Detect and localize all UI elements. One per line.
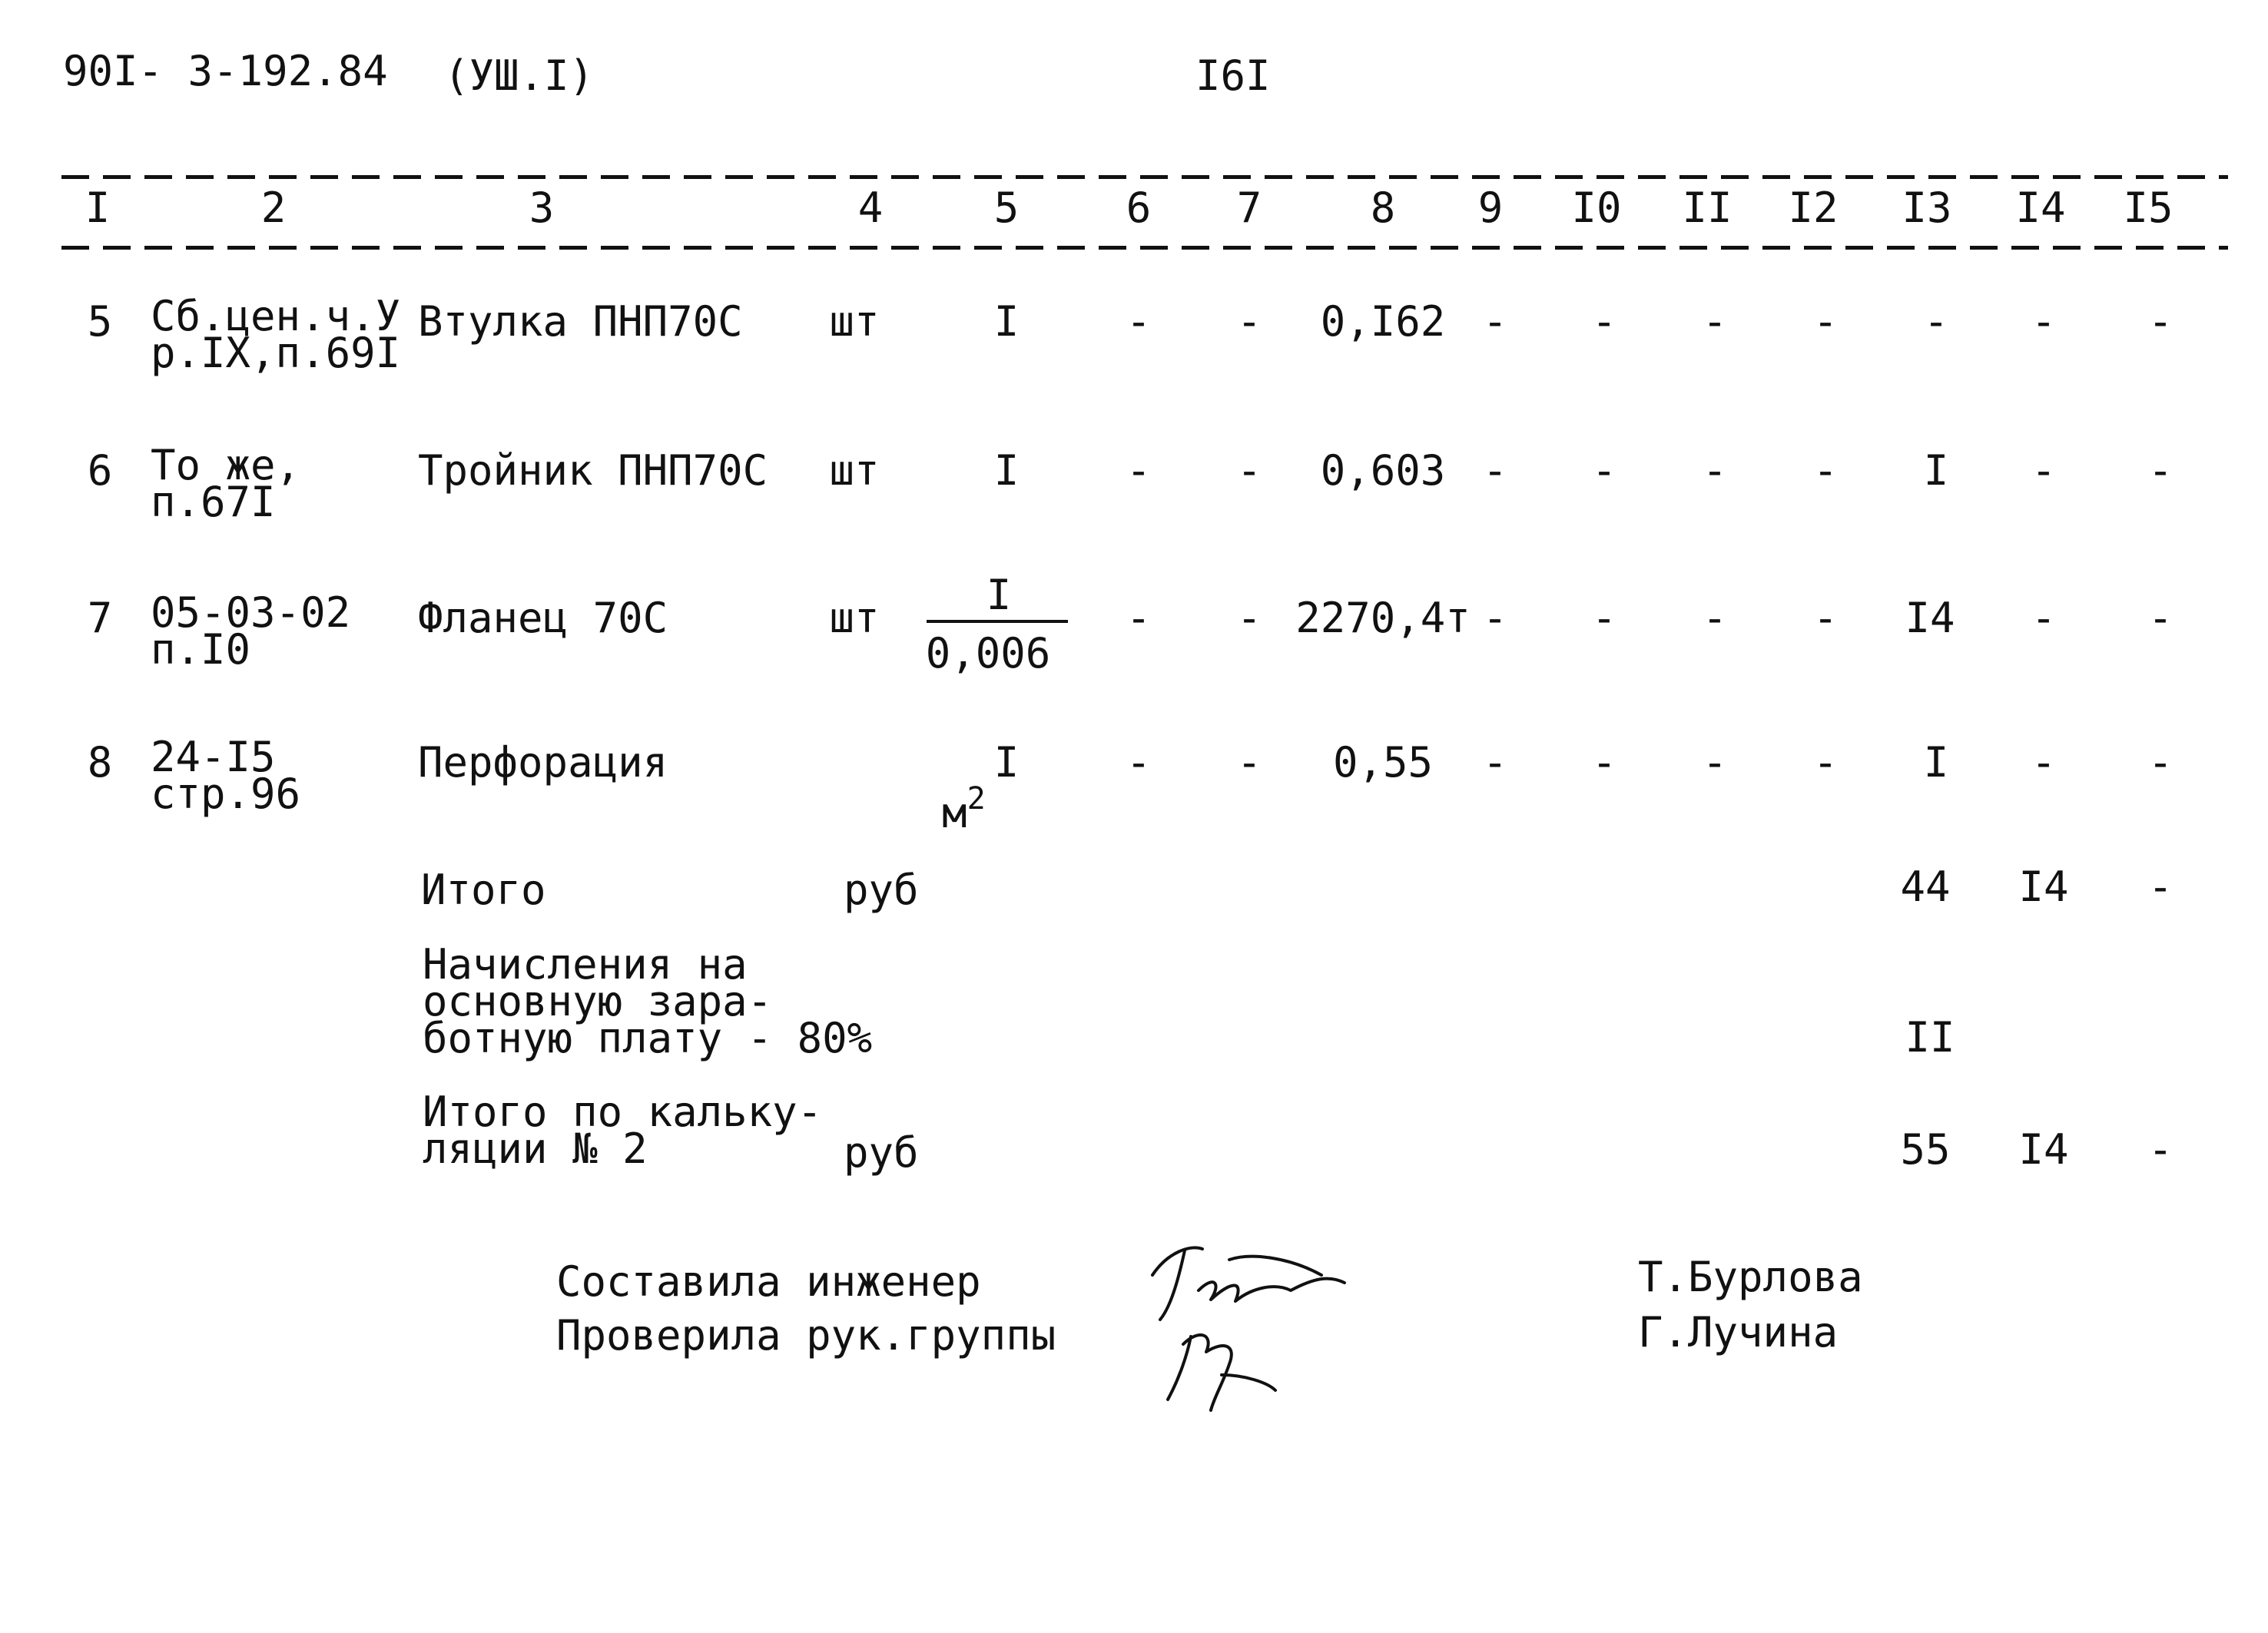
checked-by-label: Проверила рук.группы [556, 1311, 1056, 1360]
column-header: 3 [529, 184, 555, 232]
norm-reference: 24-I5 стр.96 [151, 733, 301, 818]
cell-c6: - [1126, 594, 1152, 642]
cell-c8: 0,55 [1332, 738, 1434, 787]
cell-c10: - [1591, 446, 1617, 495]
norm-reference: То же, п.67I [151, 441, 301, 526]
item-name: Перфорация [418, 738, 668, 787]
unit-base: м [942, 789, 967, 837]
column-header: II [1682, 184, 1732, 232]
unit [842, 742, 986, 876]
column-header: I3 [1902, 184, 1952, 232]
item-name: Фланец 70С [418, 594, 668, 642]
page-number: I6I [1195, 51, 1271, 100]
column-header: I0 [1571, 184, 1622, 232]
document-code: 90I- 3-192.84 [63, 47, 388, 95]
cell-c11: - [1702, 738, 1728, 787]
charges-label: Начисления на основную зара- ботную плату - 80% [423, 940, 873, 1062]
row-number: 8 [87, 738, 113, 787]
unit: шт [829, 446, 880, 495]
cell-c10: - [1591, 594, 1617, 642]
compiled-by-name: Т.Бурлова [1638, 1253, 1863, 1301]
row-number: 6 [87, 446, 113, 495]
total-label: Итого по кальку- ляции № 2 [423, 1088, 823, 1173]
cell-c10: - [1591, 297, 1617, 346]
cell-c13: I [1923, 446, 1949, 495]
unit: шт [829, 297, 880, 346]
total-c14: I4 [2018, 1125, 2069, 1174]
subtotal-c14: I4 [2018, 863, 2069, 911]
cell-c5: I [993, 738, 1020, 787]
fraction-denominator: 0,006 [925, 629, 1051, 677]
cell-c15: - [2147, 738, 2174, 787]
cell-c6: - [1126, 446, 1152, 495]
cell-c14: - [2031, 738, 2057, 787]
header-top-rule [61, 175, 2228, 179]
cell-c12: - [1812, 738, 1839, 787]
checked-by-name: Г.Лучина [1638, 1308, 1839, 1356]
total-unit: руб [844, 1128, 919, 1177]
row-number: 7 [87, 594, 113, 642]
item-name: Втулка ПНП70С [418, 297, 743, 346]
column-header: 9 [1477, 184, 1504, 232]
cell-c7: - [1236, 446, 1262, 495]
subtotal-c15: - [2147, 863, 2174, 911]
cell-c12: - [1812, 297, 1839, 346]
cell-c13: I4 [1905, 594, 1955, 642]
subtotal-c13: 44 [1900, 863, 1951, 911]
cell-c15: - [2147, 297, 2174, 346]
cell-c9: - [1482, 446, 1508, 495]
item-name: Тройник ПНП70С [418, 446, 768, 495]
cell-c7: - [1236, 594, 1262, 642]
cell-c8: 0,603 [1320, 446, 1446, 495]
column-header: 2 [260, 184, 287, 232]
column-header: 4 [857, 184, 884, 232]
fraction-numerator: I [986, 571, 1012, 619]
cell-c14: - [2031, 297, 2057, 346]
unit-exponent: 2 [967, 781, 986, 816]
section-label: (УШ.I) [444, 51, 595, 100]
charges-c13: II [1905, 1013, 1955, 1062]
cell-c15: - [2147, 594, 2174, 642]
cell-c7: - [1236, 297, 1262, 346]
cell-c11: - [1702, 594, 1728, 642]
cell-c8: 0,I62 [1320, 297, 1446, 346]
norm-reference: 05-03-02 п.I0 [151, 588, 351, 674]
cell-c6: - [1126, 297, 1152, 346]
column-header: 5 [993, 184, 1020, 232]
header-bottom-rule [61, 246, 2228, 250]
cell-c13: - [1923, 297, 1949, 346]
norm-reference: Сб.цен.ч.У р.IX,п.69I [151, 292, 401, 377]
column-header: 7 [1236, 184, 1262, 232]
cell-c9: - [1482, 297, 1508, 346]
cell-c11: - [1702, 297, 1728, 346]
cell-c10: - [1591, 738, 1617, 787]
column-header: 6 [1126, 184, 1152, 232]
fraction-bar [927, 620, 1068, 623]
cell-c11: - [1702, 446, 1728, 495]
subtotal-label: Итого [421, 866, 546, 914]
column-header: 8 [1370, 184, 1396, 232]
row-number: 5 [87, 297, 113, 346]
cell-c7: - [1236, 738, 1262, 787]
column-header: I2 [1788, 184, 1839, 232]
handwritten-signature [1137, 1229, 1383, 1413]
cell-c9: - [1482, 738, 1508, 787]
compiled-by-label: Составила инженер [556, 1257, 981, 1306]
column-header: I [85, 184, 111, 232]
cell-c5: I [993, 446, 1020, 495]
cell-c14: - [2031, 594, 2057, 642]
cell-c14: - [2031, 446, 2057, 495]
total-c13: 55 [1900, 1125, 1951, 1174]
cell-c12: - [1812, 446, 1839, 495]
column-header: I5 [2123, 184, 2174, 232]
total-c15: - [2147, 1125, 2174, 1174]
cell-c15: - [2147, 446, 2174, 495]
cell-c8: 2270,4т [1295, 594, 1471, 642]
cell-c12: - [1812, 594, 1839, 642]
cell-c13: I [1923, 738, 1949, 787]
subtotal-unit: руб [844, 866, 919, 914]
unit: шт [829, 594, 880, 642]
cell-c9: - [1482, 594, 1508, 642]
cell-c5: I [993, 297, 1020, 346]
column-header: I4 [2015, 184, 2066, 232]
cell-c6: - [1126, 738, 1152, 787]
